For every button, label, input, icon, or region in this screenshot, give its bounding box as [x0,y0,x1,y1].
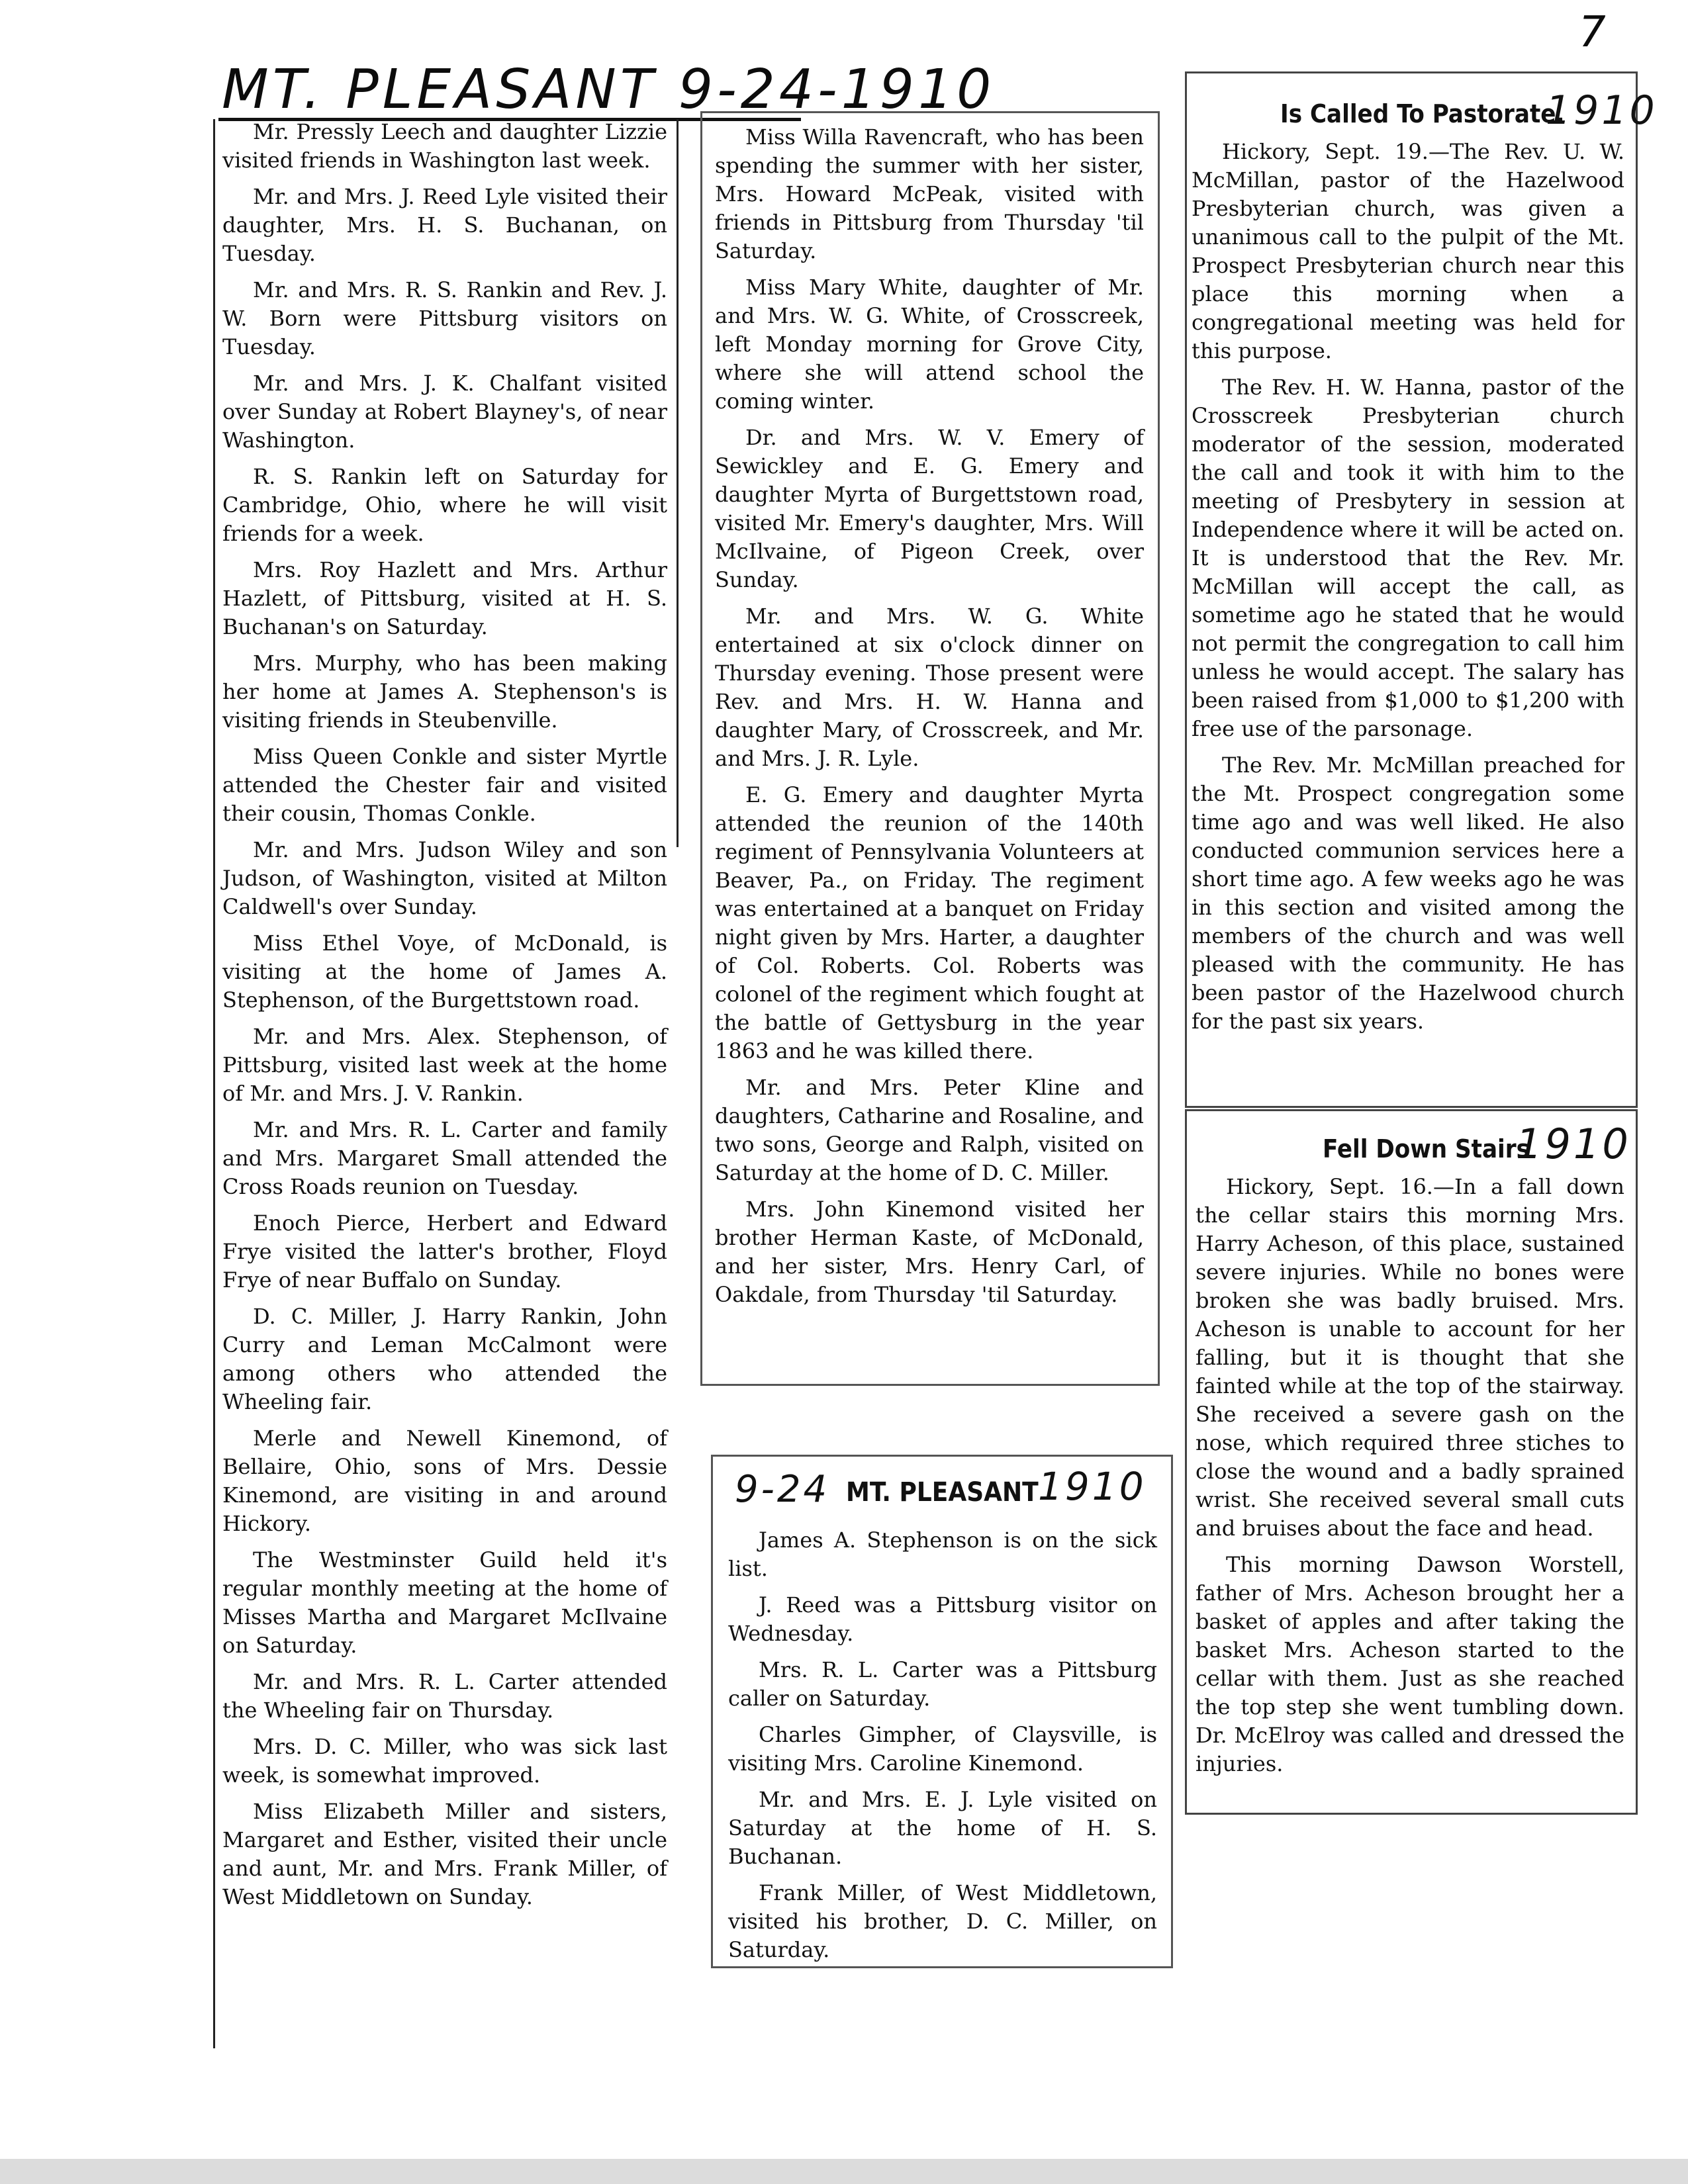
col2-bottom-heading: MT. PLEASANT [846,1477,1039,1508]
col2-bottom-paragraph: J. Reed was a Pittsburg visitor on Wednesday. [728,1592,1157,1646]
col1-paragraph: Mr. and Mrs. J. K. Chalfant visited over Sunday at Robert Blayney's, of near Washington. [222,371,667,453]
col1-paragraph: Mrs. Murphy, who has been making her home at James A. Stephenson's is visiting friends in Steubenville. [222,651,667,733]
col1-right-rule [677,119,679,847]
col1-paragraph: D. C. Miller, J. Harry Rankin, John Curry and Leman McCalmont were among others who attended the Wheeling fair. [222,1304,667,1414]
col1-paragraph: R. S. Rankin left on Saturday for Cambridge, Ohio, where he will visit friends for a week. [222,464,667,546]
col2-bottom-paragraph: James A. Stephenson is on the sick list. [728,1527,1157,1581]
col2-bottom-hand-date: 9-24 [735,1468,830,1511]
page-number: 7 [1579,8,1606,57]
col1-paragraph: Merle and Newell Kinemond, of Bellaire, Ohio, sons of Mrs. Dessie Kinemond, are visiting in and around Hickory. [222,1426,667,1536]
column-1-article [222,118,667,1919]
col1-paragraph: Mr. and Mrs. R. S. Rankin and Rev. J. W. Born were Pittsburg visitors on Tuesday. [222,277,667,359]
col2-top-paragraph: Miss Willa Ravencraft, who has been spending the summer with her sister, Mrs. Howard McPeak, visited with friends in Pittsburg from Thursday 'til Saturday. [715,124,1144,263]
column-2-top-article [715,123,1144,1317]
col3-top-paragraph: The Rev. H. W. Hanna, pastor of the Crosscreek Presbyterian church moderator of the session, moderated the call and took it with him to the meeting of Presbytery in session at Independence where it will be acted on. It is understood that the Rev. Mr. McMillan will accept the call, as sometime ago he stated that he would not permit the congregation to call him unless he would accept. The salary has been raised from $1,000 to $1,200 with free use of the parsonage. [1192,375,1624,741]
col1-paragraph: Miss Elizabeth Miller and sisters, Margaret and Esther, visited their uncle and aunt, Mr. and Mrs. Frank Miller, of West Middletown on Sunday. [222,1799,667,1909]
col3-bottom-heading: Fell Down Stairs [1323,1134,1530,1163]
col2-bottom-paragraph: Charles Gimpher, of Claysville, is visiting Mrs. Caroline Kinemond. [728,1722,1157,1776]
column-2-bottom-article [728,1526,1157,1972]
col2-bottom-paragraph: Mrs. R. L. Carter was a Pittsburg caller on Saturday. [728,1657,1157,1711]
col1-paragraph: Enoch Pierce, Herbert and Edward Frye visited the latter's brother, Floyd Frye of near Buffalo on Sunday. [222,1210,667,1293]
col3-top-hand-year: 1910 [1546,87,1658,134]
col3-bottom-paragraph: Hickory, Sept. 16.—In a fall down the cellar stairs this morning Mrs. Harry Acheson, of this place, sustained severe injuries. While no bones were broken she was badly bruised. Mrs. Acheson is unable to account for her falling, but it is thought that she fainted while at the top of the stairway. She received a severe gash on the nose, which required three stiches to close the wound and a badly sprained wrist. She received several small cuts and bruises about the face and head. [1196,1174,1624,1541]
col1-left-rule [213,119,215,2048]
col2-top-paragraph: Mrs. John Kinemond visited her brother Herman Kaste, of McDonald, and her sister, Mrs. Henry Carl, of Oakdale, from Thursday 'til Saturday. [715,1197,1144,1307]
col3-top-paragraph: Hickory, Sept. 19.—The Rev. U. W. McMillan, pastor of the Hazelwood Presbyterian church, was given a unanimous call to the pulpit of the Mt. Prospect Presbyterian church near this place this morning when a congregational meeting was held for this purpose. [1192,139,1624,363]
col2-top-paragraph: Dr. and Mrs. W. V. Emery of Sewickley and E. G. Emery and daughter Myrta of Burgettstown road, visited Mr. Emery's daughter, Mrs. Will McIlvaine, of Pigeon Creek, over Sunday. [715,425,1144,592]
col2-top-paragraph: Mr. and Mrs. Peter Kline and daughters, Catharine and Rosaline, and two sons, George and Ralph, visited on Saturday at the home of D. C. Miller. [715,1075,1144,1185]
column-3-bottom-article [1196,1173,1624,1786]
col1-paragraph: Mr. Pressly Leech and daughter Lizzie visited friends in Washington last week. [222,119,667,173]
col2-bottom-paragraph: Frank Miller, of West Middletown, visited his brother, D. C. Miller, on Saturday. [728,1880,1157,1962]
col1-paragraph: Mrs. D. C. Miller, who was sick last week, is somewhat improved. [222,1734,667,1788]
col2-bottom-hand-year: 1910 [1038,1464,1147,1509]
col1-paragraph: Mrs. Roy Hazlett and Mrs. Arthur Hazlett, of Pittsburg, visited at H. S. Buchanan's on Saturday. [222,557,667,639]
col1-paragraph: Miss Queen Conkle and sister Myrtle attended the Chester fair and visited their cousin, Thomas Conkle. [222,744,667,826]
column-3-top-article [1192,138,1624,1044]
col1-paragraph: The Westminster Guild held it's regular monthly meeting at the home of Misses Martha and Margaret McIlvaine on Saturday. [222,1547,667,1658]
col1-paragraph: Miss Ethel Voye, of McDonald, is visiting at the home of James A. Stephenson, of the Burgettstown road. [222,931,667,1013]
col1-paragraph: Mr. and Mrs. R. L. Carter attended the Wheeling fair on Thursday. [222,1669,667,1723]
col2-top-paragraph: E. G. Emery and daughter Myrta attended the reunion of the 140th regiment of Pennsylvania Volunteers at Beaver, Pa., on Friday. The regiment was entertained at a banquet on Friday night given by Mrs. Harter, a daughter of Col. Roberts. Col. Roberts was colonel of the regiment which fought at the battle of Gettysburg in the year 1863 and he was killed there. [715,782,1144,1064]
col2-top-paragraph: Miss Mary White, daughter of Mr. and Mrs. W. G. White, of Crosscreek, left Monday morning for Grove City, where she will attend school the coming winter. [715,275,1144,414]
col2-bottom-paragraph: Mr. and Mrs. E. J. Lyle visited on Saturday at the home of H. S. Buchanan. [728,1787,1157,1869]
handwritten-title: MT. PLEASANT 9-24-1910 [222,58,996,121]
col3-top-heading: Is Called To Pastorate. [1280,99,1565,128]
col1-paragraph: Mr. and Mrs. J. Reed Lyle visited their daughter, Mrs. H. S. Buchanan, on Tuesday. [222,184,667,266]
col2-top-paragraph: Mr. and Mrs. W. G. White entertained at six o'clock dinner on Thursday evening. Those present were Rev. and Mrs. H. W. Hanna and daughter Mary, of Crosscreek, and Mr. and Mrs. J. R. Lyle. [715,604,1144,771]
col3-bottom-hand-year: 1910 [1516,1120,1631,1168]
col1-paragraph: Mr. and Mrs. R. L. Carter and family and Mrs. Margaret Small attended the Cross Roads reunion on Tuesday. [222,1117,667,1199]
col3-bottom-paragraph: This morning Dawson Worstell, father of Mrs. Acheson brought her a basket of apples and after taking the basket Mrs. Acheson started to the cellar with them. Just as she reached the top step she went tumbling down. Dr. McElroy was called and dressed the injuries. [1196,1552,1624,1776]
scan-bottom-band [0,2159,1688,2184]
col1-paragraph: Mr. and Mrs. Alex. Stephenson, of Pittsburg, visited last week at the home of Mr. and Mrs. J. V. Rankin. [222,1024,667,1106]
col1-paragraph: Mr. and Mrs. Judson Wiley and son Judson, of Washington, visited at Milton Caldwell's over Sunday. [222,837,667,919]
col3-top-paragraph: The Rev. Mr. McMillan preached for the Mt. Prospect congregation some time ago and was well liked. He also conducted communion services here a short time ago. A few weeks ago he was in this section and visited among the members of the church and was well pleased with the community. He has been pastor of the Hazelwood church for the past six years. [1192,752,1624,1034]
